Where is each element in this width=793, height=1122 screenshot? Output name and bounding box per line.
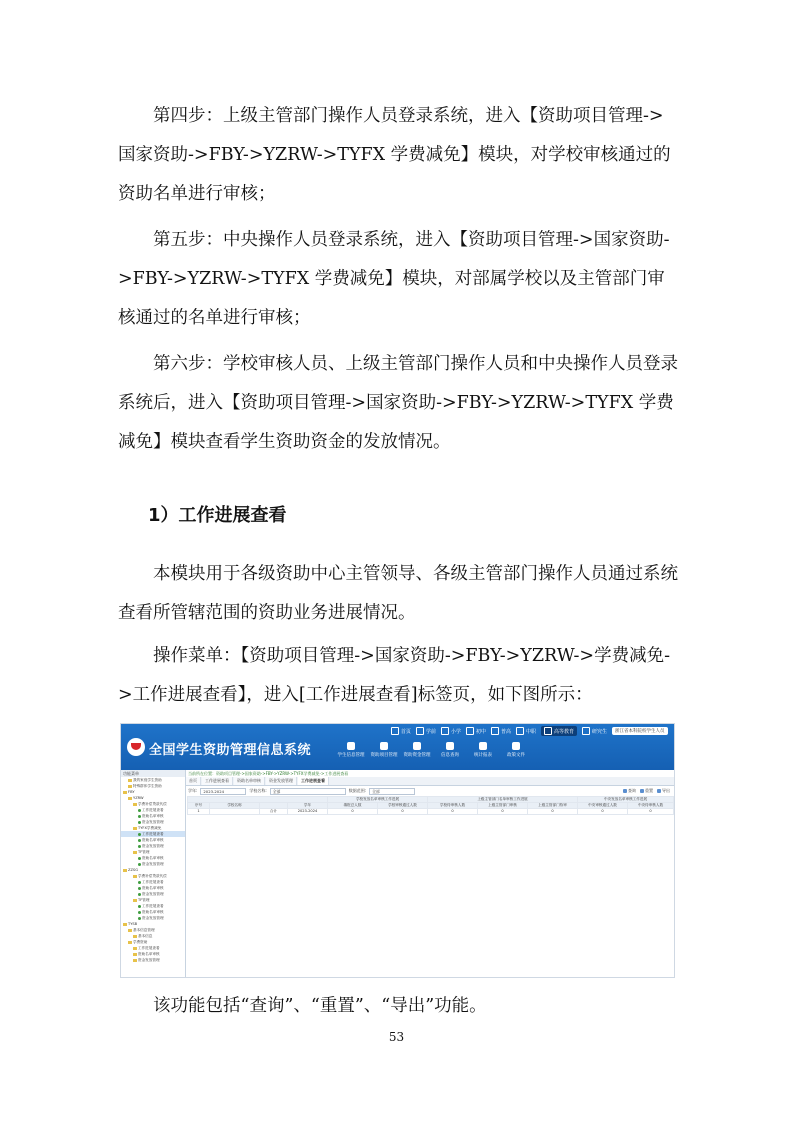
col-school-approved: 学校审核通过人数 [378, 803, 428, 809]
logo-icon [127, 738, 145, 756]
folder-icon [133, 803, 137, 806]
menu-tree [121, 777, 185, 963]
sidebar-item-label: 资金发放管理 [138, 958, 160, 962]
folder-icon [133, 899, 137, 902]
toplink-junior[interactable]: 初中 [466, 727, 486, 735]
school-icon [466, 727, 474, 735]
folder-icon [128, 779, 132, 782]
sidebar-item-label: TYFX学费减免 [138, 826, 162, 830]
group-superior: 上级主管部门名单审核工作进展 [428, 797, 578, 803]
nav-reports[interactable]: 统计报表 [468, 742, 498, 758]
page-icon [138, 839, 141, 842]
sidebar-item-label: ZZSG [128, 868, 138, 872]
user-icon [582, 727, 590, 735]
folder-icon [123, 923, 127, 926]
filter-bar [186, 786, 674, 796]
pie-chart-icon [479, 742, 487, 750]
system-screenshot [120, 723, 675, 978]
folder-icon [123, 791, 127, 794]
page-icon [138, 833, 141, 836]
nav-fund-mgmt[interactable]: 资助资金管理 [402, 742, 432, 758]
sidebar-item-label: YZRW [133, 796, 144, 800]
toplink-home[interactable]: 首页 [391, 727, 411, 735]
school-icon [441, 727, 449, 735]
export-icon [657, 789, 661, 793]
features-paragraph: 该功能包括“查询”、“重置”、“导出”功能。 [153, 996, 487, 1016]
step6-paragraph: 第六步：学校审核人员、上级主管部门操作人员和中央操作人员登录系统后，进入【资助项目管理->国家资助->FBY->YZRW->TYFX 学费减免】模块查看学生资助资金的发放情况。 [118, 354, 678, 452]
col-school-pending: 学校待审核人数 [428, 803, 478, 809]
reset-icon [640, 789, 644, 793]
page-icon [138, 821, 141, 824]
sidebar-item-label: 资金发放管理 [142, 862, 164, 866]
folder-icon [133, 875, 137, 878]
page-icon [138, 887, 141, 890]
sidebar-item-label: FBY [128, 790, 135, 794]
sidebar-item-label: TF管理 [138, 850, 150, 854]
sidebar-item-label: 资金发放管理 [142, 820, 164, 824]
toplink-primary[interactable]: 小学 [441, 727, 461, 735]
sidebar-item-label: 资金发放管理 [142, 892, 164, 896]
tab-home[interactable]: 首页 [186, 777, 201, 785]
school-label: 学校名称: [249, 788, 267, 793]
sidebar-item-label: TYSB [128, 922, 138, 926]
year-label: 学年: [188, 788, 198, 793]
col-superior-review: 上级主管部门审核 [478, 803, 528, 809]
year-select[interactable]: 2023-2024 [200, 788, 246, 795]
page-icon [138, 893, 141, 896]
nav-policy[interactable]: 政策文件 [501, 742, 531, 758]
toplink-vocational[interactable]: 中职 [516, 727, 536, 735]
page-icon [138, 857, 141, 860]
sidebar-title: 功能菜单 [121, 770, 185, 777]
search-icon [623, 789, 627, 793]
home-icon [391, 727, 399, 735]
col-superior-pending: 上级主管部门待审 [528, 803, 578, 809]
sidebar-item-label: 资助名单审核 [142, 910, 164, 914]
sidebar-item-label: 资金发放管理 [142, 844, 164, 848]
toplink-senior[interactable]: 普高 [491, 727, 511, 735]
step4-paragraph: 第四步：上级主管部门操作人员登录系统，进入【资助项目管理->国家资助->FBY->YZRW->TYFX 学费减免】模块，对学校审核通过的资助名单进行审核； [118, 106, 671, 204]
tab-list-review[interactable]: 资助名单审核 [234, 777, 265, 785]
page-icon [138, 917, 141, 920]
top-bar [121, 724, 674, 770]
folder-icon [133, 851, 137, 854]
sidebar-item-label: 工作进展查看 [142, 832, 164, 836]
document-icon [512, 742, 520, 750]
top-links [391, 726, 668, 736]
group-school: 学校发放名单审核工作进展 [328, 797, 428, 803]
org-select[interactable]: 浙江省本科院校学生人员 [612, 727, 668, 735]
page-icon [138, 815, 141, 818]
money-icon [413, 742, 421, 750]
reset-button[interactable]: 重置 [640, 788, 653, 794]
page-icon [138, 845, 141, 848]
col-index: 序号 [188, 803, 210, 809]
sidebar-item-label: 资助名单审核 [142, 814, 164, 818]
section-heading: 1）工作进展查看 [148, 505, 287, 526]
sidebar-item-label: 资助名单审核 [138, 952, 160, 956]
briefcase-icon [380, 742, 388, 750]
nav-info-query[interactable]: 信息查询 [435, 742, 465, 758]
sidebar-item-label: 工作进展查看 [142, 880, 164, 884]
sidebar-item-label: 学费补偿贷款代偿 [138, 874, 167, 878]
page-number: 53 [388, 1030, 405, 1044]
toplink-preschool[interactable]: 学前 [416, 727, 436, 735]
menu-paragraph: 操作菜单：【资助项目管理->国家资助->FBY->YZRW->学费减免->工作进展查看】，进入[工作进展查看]标签页，如下图所示： [118, 646, 671, 705]
page-icon [138, 905, 141, 908]
export-button[interactable]: 导出 [657, 788, 670, 794]
sidebar-item-label: TF管理 [138, 898, 150, 902]
sidebar-item-label: 工作进展查看 [142, 904, 164, 908]
sidebar-item-label: 基本信息管理 [133, 928, 155, 932]
col-year: 学年 [288, 803, 328, 809]
col-central-pending: 中央待审核人数 [628, 803, 674, 809]
search-icon [446, 742, 454, 750]
nav-project-mgmt[interactable]: 资助项目管理 [369, 742, 399, 758]
tab-progress-view-2[interactable]: 工作进展查看 [298, 777, 329, 785]
graduation-cap-icon [544, 727, 552, 735]
system-title: 全国学生资助管理信息系统 [149, 743, 312, 758]
intro-paragraph: 本模块用于各级资助中心主管领导、各级主管部门操作人员通过系统查看所管辖范围的资助业务进展情况。 [118, 564, 678, 623]
sidebar-item-label: 我的家庭学生资助 [133, 778, 162, 782]
folder-icon [128, 785, 132, 788]
sidebar-item-label: 资助名单审核 [142, 886, 164, 890]
folder-icon [123, 869, 127, 872]
folder-icon [128, 941, 132, 944]
sidebar-item-label: 学费资助 [133, 940, 148, 944]
nav-student-info[interactable]: 学生信息管理 [336, 742, 366, 758]
scope-label: 数据范围: [348, 788, 367, 793]
school-icon [491, 727, 499, 735]
page-icon [138, 809, 141, 812]
sidebar-item-label: 学费补偿贷款代偿 [138, 802, 167, 806]
col-total: 填报总人数 [328, 803, 378, 809]
tab-bar [186, 777, 674, 786]
folder-icon [133, 953, 137, 956]
toplink-higher-ed[interactable]: 高等教育 [541, 726, 577, 736]
folder-icon [133, 935, 137, 938]
page-icon [138, 911, 141, 914]
sidebar-item-label: 工作进展查看 [142, 808, 164, 812]
users-icon [347, 742, 355, 750]
group-central: 中央发放名单审核工作进展 [578, 797, 674, 803]
folder-icon [133, 827, 137, 830]
action-buttons [623, 788, 670, 794]
main-nav [336, 742, 531, 758]
sidebar-item-label: 工作进展查看 [138, 946, 160, 950]
page-icon [138, 881, 141, 884]
page-icon [138, 863, 141, 866]
progress-table [187, 796, 674, 815]
sidebar-item-label: 资助名单审核 [142, 838, 164, 842]
tab-fund-issue[interactable]: 资金发放管理 [266, 777, 297, 785]
query-button[interactable]: 查询 [623, 788, 636, 794]
table-row[interactable]: 1 合计 2023-2024 0 0 0 0 0 0 0 [188, 809, 674, 815]
sidebar-item-label: 特殊群体学生资助 [133, 784, 162, 788]
folder-icon [133, 959, 137, 962]
folder-icon [128, 929, 132, 932]
toplink-graduate[interactable]: 研究生 [582, 727, 607, 735]
folder-icon [128, 797, 132, 800]
sidebar-item-label: 基本信息 [138, 934, 153, 938]
school-select[interactable]: 全部 [270, 788, 346, 795]
main-panel [186, 770, 674, 977]
sidebar-item-label: 资金发放管理 [142, 916, 164, 920]
step5-paragraph: 第五步：中央操作人员登录系统，进入【资助项目管理->国家资助->FBY->YZRW->TYFX 学费减免】模块，对部属学校以及主管部门审核通过的名单进行审核； [118, 230, 670, 328]
breadcrumb: 当前所在位置：资助项目管理->国家资助->FBY->YZRW->TYFX学费减免->工作进展查看 [188, 771, 349, 776]
scope-select[interactable]: 全部 [369, 788, 415, 795]
sidebar [121, 770, 186, 977]
school-icon [416, 727, 424, 735]
col-central-approved: 中央审核通过人数 [578, 803, 628, 809]
school-icon [516, 727, 524, 735]
col-school: 学校名称 [210, 803, 260, 809]
tab-progress-view-1[interactable]: 工作进展查看 [202, 777, 233, 785]
sidebar-item-label: 资助名单审核 [142, 856, 164, 860]
folder-icon [133, 947, 137, 950]
sidebar-item[interactable] [121, 957, 185, 963]
